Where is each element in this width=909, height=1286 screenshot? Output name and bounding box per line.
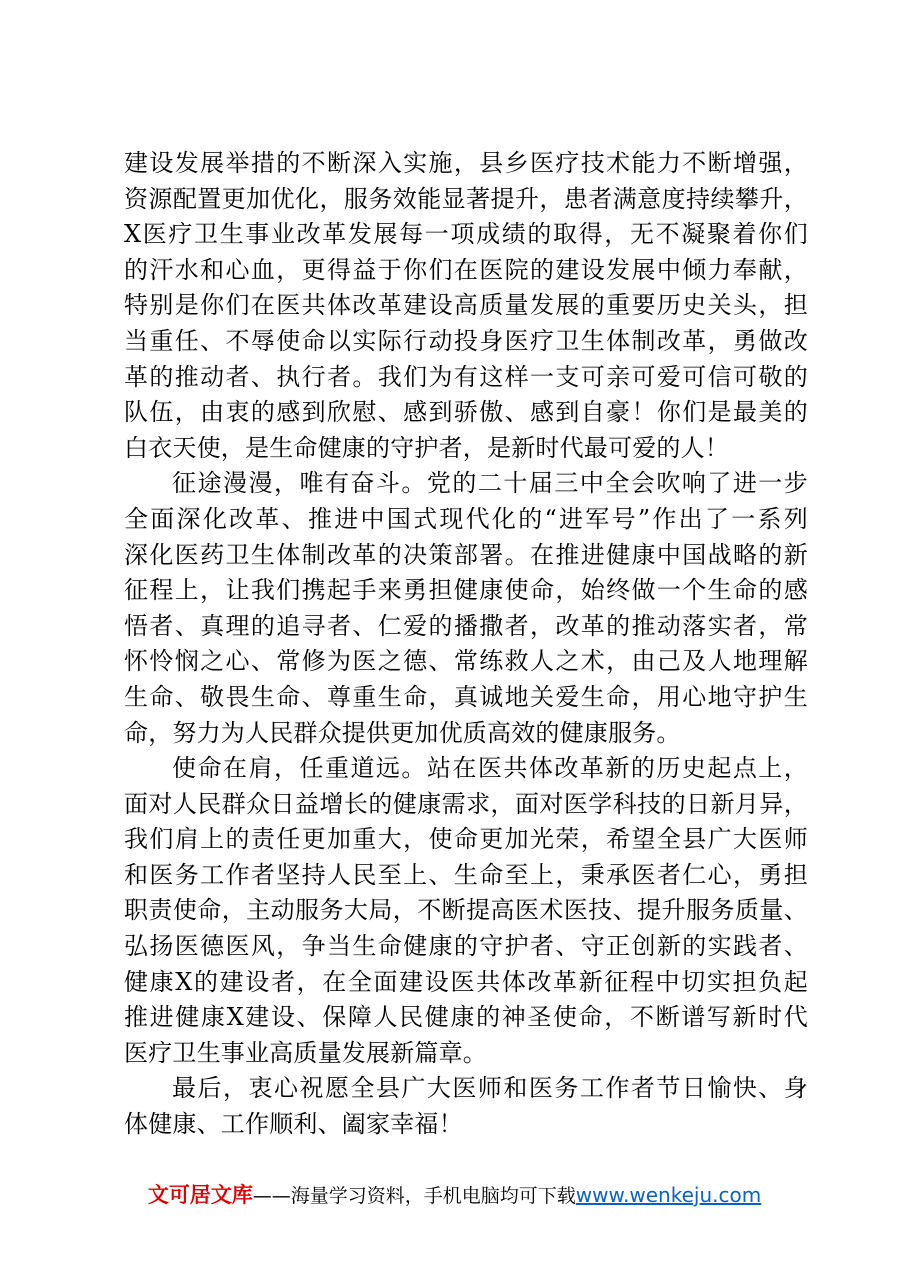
footer-brand: 文可居文库	[147, 1183, 253, 1207]
document-body	[124, 146, 808, 1143]
text-line: 医疗卫生事业高质量发展新篇章。	[124, 1038, 487, 1067]
text-line: 建设发展举措的不断深入实施，县乡医疗技术能力不断增强，	[124, 149, 808, 177]
text-line: 征程上，让我们携起手来勇担健康使命，始终做一个生命的感	[124, 576, 808, 605]
text-line: 资源配置更加优化，服务效能显著提升，患者满意度持续攀升，	[124, 184, 808, 213]
text-line: 当重任、不辱使命以实际行动投身医疗卫生体制改革，勇做改	[124, 326, 808, 355]
text-line: 悟者、真理的追寻者、仁爱的播撒者，改革的推动落实者，常	[124, 611, 808, 640]
text-line: 命，努力为人民群众提供更加优质高效的健康服务。	[124, 718, 681, 747]
text-line: 的汗水和心血，更得益于你们在医院的建设发展中倾力奉献，	[124, 255, 808, 284]
text-line: 特别是你们在医共体改革建设高质量发展的重要历史关头，担	[124, 291, 808, 320]
text-line: 面对人民群众日益增长的健康需求，面对医学科技的日新月异，	[124, 789, 808, 818]
text-line: 最后，衷心祝愿全县广大医师和医务工作者节日愉快、身	[172, 1074, 808, 1103]
text-line: 征途漫漫，唯有奋斗。党的二十届三中全会吹响了进一步	[172, 469, 808, 498]
text-line: 使命在肩，任重道远。站在医共体改革新的历史起点上，	[172, 754, 808, 783]
text-line: 和医务工作者坚持人民至上、生命至上，秉承医者仁心，勇担	[124, 860, 808, 889]
footer-banner	[0, 1180, 909, 1211]
text-line: X医疗卫生事业改革发展每一项成绩的取得，无不凝聚着你们	[124, 220, 808, 249]
text-line: 生命、敬畏生命、尊重生命，真诚地关爱生命，用心地守护生	[124, 682, 808, 711]
text-line: 全面深化改革、推进中国式现代化的“进军号”作出了一系列	[124, 504, 808, 533]
text-line: 健康X的建设者，在全面建设医共体改革新征程中切实担负起	[124, 967, 808, 996]
text-line: 白衣天使，是生命健康的守护者，是新时代最可爱的人！	[124, 433, 729, 462]
text-line: 体健康、工作顺利、阖家幸福！	[124, 1110, 463, 1139]
text-line: 革的推动者、执行者。我们为有这样一支可亲可爱可信可敬的	[124, 362, 808, 391]
text-line: 怀怜悯之心、常修为医之德、常练救人之术，由己及人地理解	[124, 647, 808, 676]
text-line: 弘扬医德医风，争当生命健康的守护者、守正创新的实践者、	[124, 932, 808, 961]
footer-site-link[interactable]: www.wenkeju.com	[575, 1183, 762, 1207]
text-line: 职责使命，主动服务大局，不断提高医术医技、提升服务质量、	[124, 896, 808, 925]
text-line: 我们肩上的责任更加重大，使命更加光荣，希望全县广大医师	[124, 825, 808, 854]
text-line: 深化医药卫生体制改革的决策部署。在推进健康中国战略的新	[124, 540, 808, 569]
text-line: 推进健康X建设、保障人民健康的神圣使命，不断谱写新时代	[124, 1003, 808, 1032]
text-line: 队伍，由衷的感到欣慰、感到骄傲、感到自豪！你们是最美的	[124, 398, 808, 427]
footer-tagline: ——海量学习资料，手机电脑均可下载	[252, 1185, 576, 1207]
